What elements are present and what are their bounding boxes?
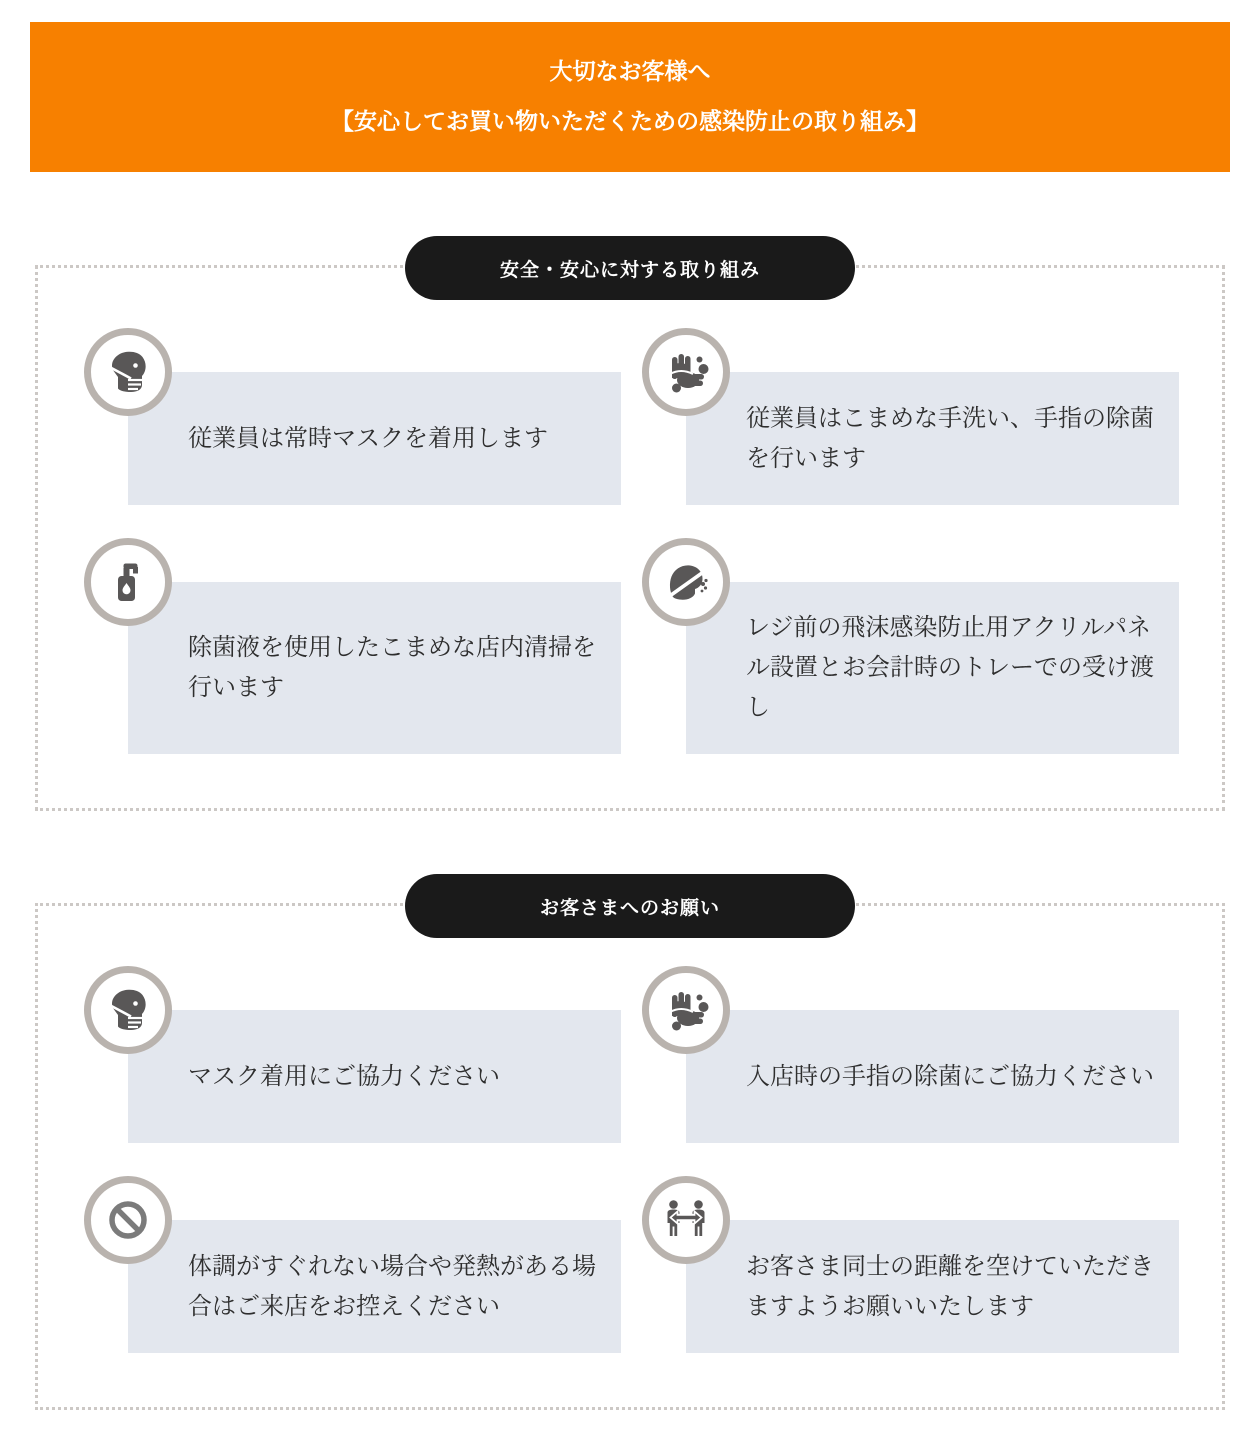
list-item	[128, 1220, 621, 1353]
list-item	[686, 582, 1179, 754]
social-distance-icon	[642, 1176, 730, 1264]
list-item	[686, 372, 1179, 505]
item-text: マスク着用にご協力ください	[188, 1062, 500, 1090]
list-item	[686, 1010, 1179, 1143]
banner-title-line1: 大切なお客様へ	[549, 58, 711, 85]
item-text-box	[686, 1220, 1179, 1353]
section-title: 安全・安心に対する取り組み	[499, 259, 760, 281]
page-bottom-spacer	[0, 1410, 1260, 1434]
banner-title-line2: 【安心してお買い物いただくための感染防止の取り組み】	[331, 108, 929, 134]
notice-banner	[30, 22, 1230, 172]
item-text-box	[686, 1010, 1179, 1143]
mask-face-icon	[84, 966, 172, 1054]
section-title: お客さまへのお願い	[539, 897, 720, 919]
prohibition-icon	[84, 1176, 172, 1264]
item-text: 除菌液を使用したこまめな店内清掃を行います	[188, 634, 596, 701]
item-text: 体調がすぐれない場合や発熱がある場合はご来店をお控えください	[188, 1252, 596, 1320]
sanitizer-bottle-icon	[84, 538, 172, 626]
item-text: レジ前の飛沫感染防止用アクリルパネル設置とお会計時のトレーでの受け渡し	[746, 614, 1154, 721]
mask-face-icon	[84, 328, 172, 416]
item-text-box	[128, 1010, 621, 1143]
section-title-pill	[405, 874, 855, 938]
list-item	[128, 582, 621, 754]
item-text-box	[686, 582, 1179, 754]
list-item	[128, 372, 621, 505]
section-title-pill	[405, 236, 855, 300]
list-item	[128, 1010, 621, 1143]
hand-wash-icon	[642, 966, 730, 1054]
item-text-box	[128, 1220, 621, 1353]
item-text: お客さま同士の距離を空けていただきますようお願いいたします	[746, 1252, 1154, 1320]
item-text: 従業員は常時マスクを着用します	[188, 424, 548, 452]
item-text: 入店時の手指の除菌にご協力ください	[746, 1062, 1154, 1090]
no-droplets-icon	[642, 538, 730, 626]
item-text-box	[686, 372, 1179, 505]
item-text-box	[128, 372, 621, 505]
hand-wash-icon	[642, 328, 730, 416]
list-item	[686, 1220, 1179, 1353]
section-customer-requests	[35, 897, 1225, 1410]
item-text-box	[128, 582, 621, 754]
items-grid	[83, 372, 1179, 754]
section-safety-measures	[35, 259, 1225, 811]
item-text: 従業員はこまめな手洗い、手指の除菌を行います	[746, 404, 1154, 472]
items-grid	[83, 1010, 1179, 1353]
